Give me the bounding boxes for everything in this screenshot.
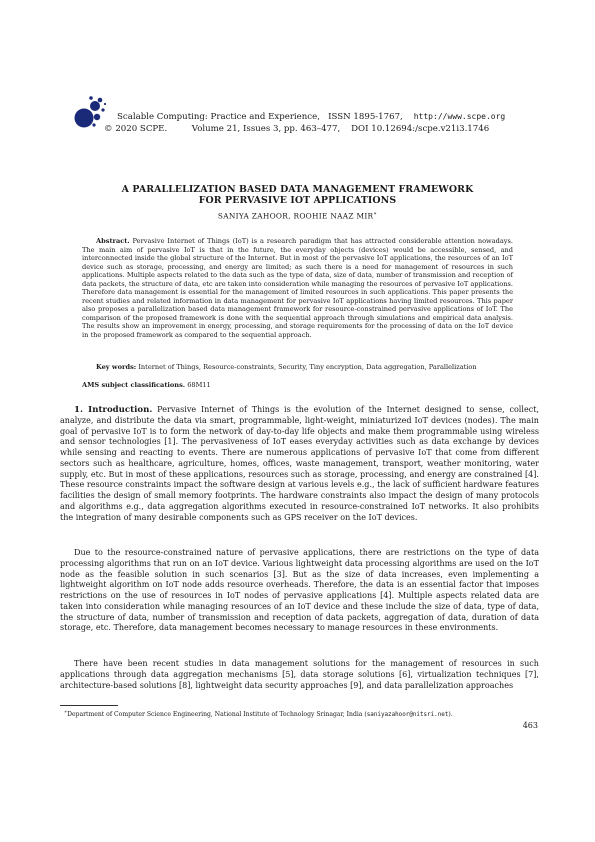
volume-info: Volume 21, Issues 3, pp. 463–477, (191, 124, 341, 134)
abstract-label: Abstract. (96, 237, 130, 245)
author-footnote-mark: ∗ (373, 211, 378, 217)
footnote (64, 709, 540, 719)
author-email[interactable]: saniyazahoor@nitsri.net (366, 712, 449, 719)
intro-paragraph-1 (60, 405, 539, 523)
journal-url[interactable]: http://www.scpe.org (413, 112, 506, 121)
ams-classification (82, 381, 513, 390)
journal-header-line2 (104, 123, 489, 136)
keywords (82, 363, 513, 372)
footnote-text: Department of Computer Science Engineering, National Institute of Technology Srinagar, India ( (67, 711, 367, 719)
intro-paragraph-2 (60, 548, 539, 634)
issn: ISSN 1895-1767, (328, 112, 403, 122)
intro-paragraph-3 (60, 659, 539, 691)
ams-label: AMS subject classifications. (82, 381, 186, 389)
ams-code: 68M11 (187, 381, 211, 389)
paper-title (70, 184, 525, 206)
authors (70, 211, 525, 220)
intro-text-3: There have been recent studies in data management solutions for the management of resources in such applications through data aggregation mechanisms [5], data storage solutions [6], virtualization techniques [7], architecture-based solutions [8], lightweight data security approaches [9], and data parallelization approaches (60, 659, 539, 690)
footnote-mark: ∗ (64, 710, 68, 715)
footnote-rule (60, 705, 118, 706)
scpe-logo-icon (64, 94, 108, 134)
intro-text-2: Due to the resource-constrained nature of pervasive applications, there are restrictions on the type of data processing algorithms that run on an IoT device. Various lightweight data processing algorithms are used on the IoT node as the feasible solution in such scenarios [3]. But as the size of data increases, even implementing a lightweight algorithm on IoT node adds resource overheads. Therefore, the data is an essential factor that imposes restrictions on the use of resources in IoT nodes of pervasive applications [4]. Multiple aspects related data are taken into consideration while managing resources of an IoT device and these include the size of data, type of data, the structure of data, number of transmission and reception of data packets, aggregation of data, duration of data storage, etc. Therefore, data management becomes necessary to manage resources in these environments. (60, 548, 539, 633)
abstract-text: Pervasive Internet of Things (IoT) is a research paradigm that has attracted considerable attention nowadays. The main aim of pervasive IoT is that in the future, the everyday objects (devices) would be accessible, sensed, and interconnected inside the global structure of the Internet. But in most of the pervasive IoT applications, the resources of an IoT device such as storage, processing, and energy are limited; as such there is a need for management of resources in such applications. Multiple aspects related to the data such as the type of data, size of data, number of transmission and reception of data packets, the structure of data, etc are taken into consideration while managing the resources of pervasive IoT applications. Therefore data management is essential for the management of limited resources in such applications. This paper presents the recent studies and related information in data management for pervasive IoT applications having limited resources. This paper also proposes a parallelization based data management framework for resource-constrained pervasive applications of IoT. The comparison of the proposed framework is done with the sequential approach through simulations and empirical data analysis. The results show an improvement in energy, processing, and storage requirements for the processing of data on the IoT device in the proposed framework as compared to the sequential approach. (82, 237, 513, 340)
keywords-label: Key words: (96, 363, 137, 371)
footnote-close: ). (448, 711, 453, 719)
title-line-1: A PARALLELIZATION BASED DATA MANAGEMENT FRAMEWORK (121, 184, 474, 195)
keywords-text: Internet of Things, Resource-constraints, Security, Tiny encryption, Data aggregation, Parallelization (138, 363, 477, 371)
journal-header-line1 (117, 110, 505, 124)
copyright: © 2020 SCPE. (104, 124, 168, 134)
abstract (82, 237, 513, 340)
section-heading: 1. Introduction. (74, 405, 153, 415)
journal-name: Scalable Computing: Practice and Experience, (117, 112, 320, 122)
doi[interactable]: DOI 10.12694:/scpe.v21i3.1746 (351, 124, 490, 134)
page-number: 463 (522, 721, 538, 730)
author-names: SANIYA ZAHOOR, ROOHIE NAAZ MIR (217, 211, 374, 221)
title-line-2: FOR PERVASIVE IOT APPLICATIONS (198, 195, 397, 206)
intro-text-1: Pervasive Internet of Things is the evolution of the Internet designed to sense, collect, analyze, and distribute the data via smart, programmable, light-weight, miniaturized IoT devices (nodes). The main goal of pervasive IoT is to form the network of day-to-day life objects and make them programmable using wireless and sensor technologies [1]. The pervasiveness of IoT eases everyday activities such as data exchange by devices while sensing and reacting to events. There are numerous applications of pervasive IoT that come from different sectors such as healthcare, agriculture, homes, offices, waste management, transport, weather monitoring, water supply, etc. But in most of these applications, resources such as storage, processing, and energy are constrained [4]. These resource constraints impact the software design at various levels e.g., the lack of sufficient hardware features facilities the design of small memory footprints. The hardware constraints also impact the design of many protocols and algorithms e.g., data aggregation algorithms executed in resource-constrained IoT networks. It also prohibits the integration of many desirable components such as GPS receiver on the IoT devices. (60, 405, 540, 522)
